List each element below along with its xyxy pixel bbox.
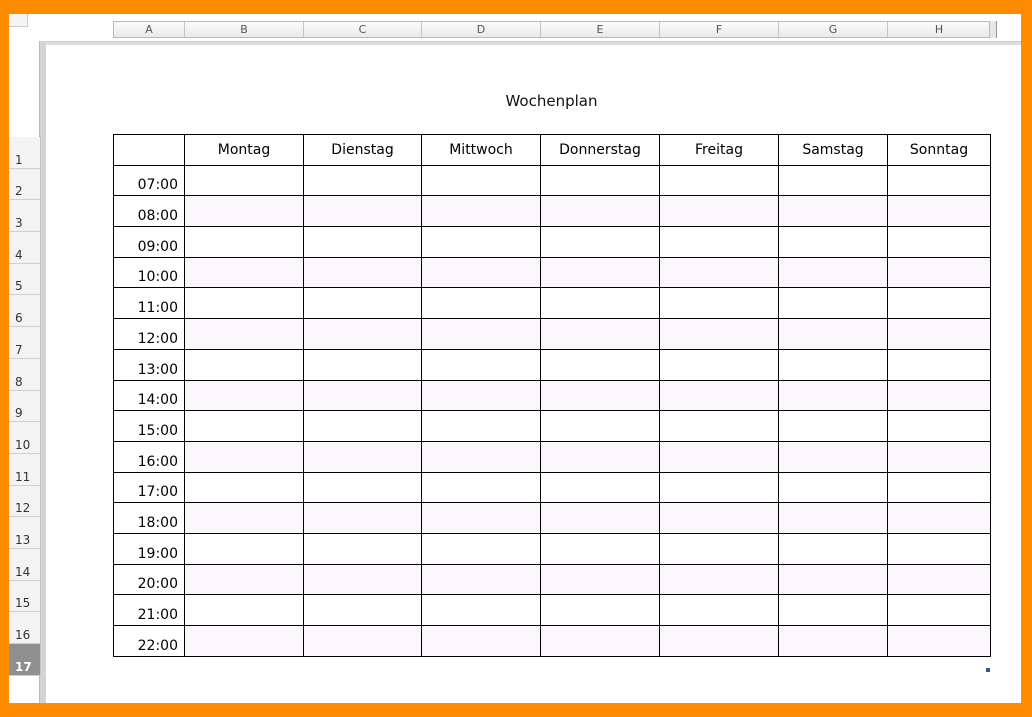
spreadsheet-window	[9, 14, 1021, 703]
schedule-cell[interactable]	[422, 165, 541, 196]
time-label[interactable]: 07:00	[114, 165, 185, 196]
schedule-cell[interactable]	[660, 349, 779, 380]
schedule-cell[interactable]	[779, 165, 888, 196]
row-header-bar	[9, 137, 41, 674]
schedule-cell[interactable]	[185, 503, 304, 534]
row-header-9[interactable]: 9	[9, 391, 40, 423]
schedule-cell[interactable]	[888, 227, 991, 258]
schedule-cell[interactable]	[888, 257, 991, 288]
schedule-cell[interactable]	[422, 257, 541, 288]
schedule-cell[interactable]	[422, 349, 541, 380]
time-row	[114, 503, 991, 534]
time-label[interactable]: 09:00	[114, 227, 185, 258]
schedule-cell[interactable]	[185, 349, 304, 380]
row-header-12[interactable]: 12	[9, 486, 40, 518]
schedule-cell[interactable]	[185, 165, 304, 196]
schedule-cell[interactable]	[779, 411, 888, 442]
schedule-cell[interactable]	[422, 288, 541, 319]
time-label[interactable]: 12:00	[114, 319, 185, 350]
schedule-cell[interactable]	[541, 319, 660, 350]
schedule-cell[interactable]	[541, 564, 660, 595]
row-header-11[interactable]: 11	[9, 454, 40, 486]
time-row	[114, 564, 991, 595]
schedule-cell[interactable]	[660, 227, 779, 258]
schedule-cell[interactable]	[779, 380, 888, 411]
schedule-cell[interactable]	[660, 196, 779, 227]
schedule-cell[interactable]	[779, 319, 888, 350]
schedule-cell[interactable]	[779, 227, 888, 258]
schedule-cell[interactable]	[304, 319, 422, 350]
schedule-cell[interactable]	[304, 472, 422, 503]
row-header-6[interactable]: 6	[9, 296, 40, 328]
row-header-16[interactable]: 16	[9, 613, 40, 645]
schedule-cell[interactable]	[541, 257, 660, 288]
time-row	[114, 227, 991, 258]
day-header-samstag[interactable]: Samstag	[779, 135, 888, 166]
schedule-cell[interactable]	[779, 196, 888, 227]
schedule-cell[interactable]	[888, 564, 991, 595]
row-header-10[interactable]: 10	[9, 422, 40, 454]
schedule-cell[interactable]	[422, 196, 541, 227]
schedule-cell[interactable]	[304, 626, 422, 657]
time-row	[114, 472, 991, 503]
column-header-c[interactable]: C	[304, 22, 422, 37]
time-row	[114, 626, 991, 657]
schedule-cell[interactable]	[660, 472, 779, 503]
time-row	[114, 411, 991, 442]
schedule-cell[interactable]	[779, 288, 888, 319]
day-header-row	[114, 135, 991, 166]
schedule-cell[interactable]	[541, 503, 660, 534]
schedule-cell[interactable]	[541, 288, 660, 319]
schedule-cell[interactable]	[888, 165, 991, 196]
column-header-a[interactable]: A	[114, 22, 185, 37]
row-header-15[interactable]: 15	[9, 581, 40, 613]
time-row	[114, 257, 991, 288]
schedule-cell[interactable]	[541, 595, 660, 626]
schedule-cell[interactable]	[541, 196, 660, 227]
corner-cell[interactable]	[114, 135, 185, 166]
column-header-f[interactable]: F	[660, 22, 779, 37]
row-header-3[interactable]: 3	[9, 200, 40, 232]
day-header-dienstag[interactable]: Dienstag	[304, 135, 422, 166]
schedule-cell[interactable]	[660, 288, 779, 319]
schedule-cell[interactable]	[660, 380, 779, 411]
time-row	[114, 380, 991, 411]
time-label[interactable]: 08:00	[114, 196, 185, 227]
schedule-cell[interactable]	[304, 196, 422, 227]
row-header-1[interactable]: 1	[9, 137, 40, 169]
row-header-5[interactable]: 5	[9, 264, 40, 296]
schedule-cell[interactable]	[779, 503, 888, 534]
schedule-cell[interactable]	[304, 595, 422, 626]
time-label[interactable]: 20:00	[114, 564, 185, 595]
row-header-14[interactable]: 14	[9, 549, 40, 581]
time-row	[114, 196, 991, 227]
schedule-cell[interactable]	[660, 564, 779, 595]
column-header-e[interactable]: E	[541, 22, 660, 37]
schedule-cell[interactable]	[422, 503, 541, 534]
schedule-cell[interactable]	[304, 257, 422, 288]
column-header-d[interactable]: D	[422, 22, 541, 37]
schedule-cell[interactable]	[541, 411, 660, 442]
schedule-cell[interactable]	[541, 441, 660, 472]
schedule-cell[interactable]	[185, 472, 304, 503]
schedule-cell[interactable]	[185, 257, 304, 288]
schedule-cell[interactable]	[660, 165, 779, 196]
schedule-cell[interactable]	[304, 411, 422, 442]
schedule-cell[interactable]	[304, 227, 422, 258]
time-row	[114, 441, 991, 472]
schedule-cell[interactable]	[185, 441, 304, 472]
page-title: Wochenplan	[505, 92, 598, 110]
column-header-g[interactable]: G	[779, 22, 888, 37]
schedule-cell[interactable]	[541, 626, 660, 657]
schedule-cell[interactable]	[779, 349, 888, 380]
schedule-cell[interactable]	[541, 349, 660, 380]
schedule-cell[interactable]	[888, 503, 991, 534]
day-header-freitag[interactable]: Freitag	[660, 135, 779, 166]
schedule-cell[interactable]	[185, 595, 304, 626]
schedule-cell[interactable]	[541, 472, 660, 503]
time-row	[114, 595, 991, 626]
schedule-cell[interactable]	[779, 257, 888, 288]
schedule-cell[interactable]	[888, 441, 991, 472]
schedule-cell[interactable]	[185, 288, 304, 319]
column-header-end	[990, 21, 997, 38]
schedule-cell[interactable]	[422, 380, 541, 411]
schedule-cell[interactable]	[422, 227, 541, 258]
schedule-cell[interactable]	[779, 564, 888, 595]
schedule-cell[interactable]	[660, 595, 779, 626]
column-header-b[interactable]: B	[185, 22, 304, 37]
schedule-cell[interactable]	[888, 472, 991, 503]
schedule-cell[interactable]	[888, 411, 991, 442]
time-label[interactable]: 19:00	[114, 533, 185, 564]
schedule-cell[interactable]	[888, 380, 991, 411]
time-label[interactable]: 15:00	[114, 411, 185, 442]
time-row	[114, 319, 991, 350]
schedule-cell[interactable]	[422, 441, 541, 472]
schedule-cell[interactable]	[185, 626, 304, 657]
schedule-cell[interactable]	[660, 626, 779, 657]
time-label[interactable]: 18:00	[114, 503, 185, 534]
time-label[interactable]: 17:00	[114, 472, 185, 503]
schedule-cell[interactable]	[660, 319, 779, 350]
schedule-cell[interactable]	[779, 595, 888, 626]
schedule-cell[interactable]	[660, 533, 779, 564]
time-label[interactable]: 22:00	[114, 626, 185, 657]
schedule-cell[interactable]	[779, 441, 888, 472]
time-label[interactable]: 10:00	[114, 257, 185, 288]
schedule-cell[interactable]	[888, 349, 991, 380]
schedule-cell[interactable]	[304, 349, 422, 380]
weekly-plan-table	[113, 134, 991, 657]
schedule-cell[interactable]	[660, 257, 779, 288]
schedule-cell[interactable]	[779, 533, 888, 564]
schedule-cell[interactable]	[304, 503, 422, 534]
schedule-cell[interactable]	[779, 472, 888, 503]
schedule-cell[interactable]	[541, 227, 660, 258]
time-label[interactable]: 11:00	[114, 288, 185, 319]
time-label[interactable]: 13:00	[114, 349, 185, 380]
time-label[interactable]: 14:00	[114, 380, 185, 411]
schedule-cell[interactable]	[304, 165, 422, 196]
time-row	[114, 288, 991, 319]
schedule-cell[interactable]	[888, 626, 991, 657]
schedule-cell[interactable]	[304, 533, 422, 564]
schedule-cell[interactable]	[422, 595, 541, 626]
resize-handle[interactable]	[986, 668, 990, 672]
schedule-cell[interactable]	[422, 319, 541, 350]
page-edge-top	[39, 41, 1021, 45]
column-header-h[interactable]: H	[888, 22, 991, 37]
schedule-cell[interactable]	[185, 533, 304, 564]
time-label[interactable]: 21:00	[114, 595, 185, 626]
row-header-2[interactable]: 2	[9, 169, 40, 201]
day-header-donnerstag[interactable]: Donnerstag	[541, 135, 660, 166]
schedule-cell[interactable]	[185, 196, 304, 227]
select-all-corner[interactable]	[9, 14, 28, 27]
schedule-cell[interactable]	[888, 288, 991, 319]
schedule-cell[interactable]	[185, 227, 304, 258]
schedule-cell[interactable]	[304, 288, 422, 319]
schedule-cell[interactable]	[888, 196, 991, 227]
schedule-cell[interactable]	[422, 472, 541, 503]
schedule-cell[interactable]	[185, 380, 304, 411]
schedule-cell[interactable]	[422, 411, 541, 442]
schedule-cell[interactable]	[185, 411, 304, 442]
schedule-cell[interactable]	[888, 319, 991, 350]
schedule-cell[interactable]	[422, 564, 541, 595]
schedule-cell[interactable]	[779, 626, 888, 657]
schedule-cell[interactable]	[888, 533, 991, 564]
time-row	[114, 165, 991, 196]
time-row	[114, 533, 991, 564]
schedule-cell[interactable]	[888, 595, 991, 626]
schedule-cell[interactable]	[304, 564, 422, 595]
row-header-17[interactable]: 17	[9, 644, 40, 676]
row-header-13[interactable]: 13	[9, 517, 40, 549]
schedule-cell[interactable]	[304, 380, 422, 411]
time-label[interactable]: 16:00	[114, 441, 185, 472]
schedule-cell[interactable]	[422, 626, 541, 657]
day-header-sonntag[interactable]: Sonntag	[888, 135, 991, 166]
schedule-cell[interactable]	[660, 411, 779, 442]
time-row	[114, 349, 991, 380]
schedule-cell[interactable]	[660, 441, 779, 472]
schedule-cell[interactable]	[422, 533, 541, 564]
row-header-7[interactable]: 7	[9, 327, 40, 359]
day-header-montag[interactable]: Montag	[185, 135, 304, 166]
row-header-8[interactable]: 8	[9, 359, 40, 391]
schedule-cell[interactable]	[304, 441, 422, 472]
schedule-cell[interactable]	[660, 503, 779, 534]
schedule-cell[interactable]	[541, 165, 660, 196]
schedule-cell[interactable]	[541, 380, 660, 411]
schedule-cell[interactable]	[541, 533, 660, 564]
schedule-cell[interactable]	[185, 564, 304, 595]
column-header-bar	[113, 21, 990, 38]
row-header-4[interactable]: 4	[9, 232, 40, 264]
schedule-cell[interactable]	[185, 319, 304, 350]
day-header-mittwoch[interactable]: Mittwoch	[422, 135, 541, 166]
